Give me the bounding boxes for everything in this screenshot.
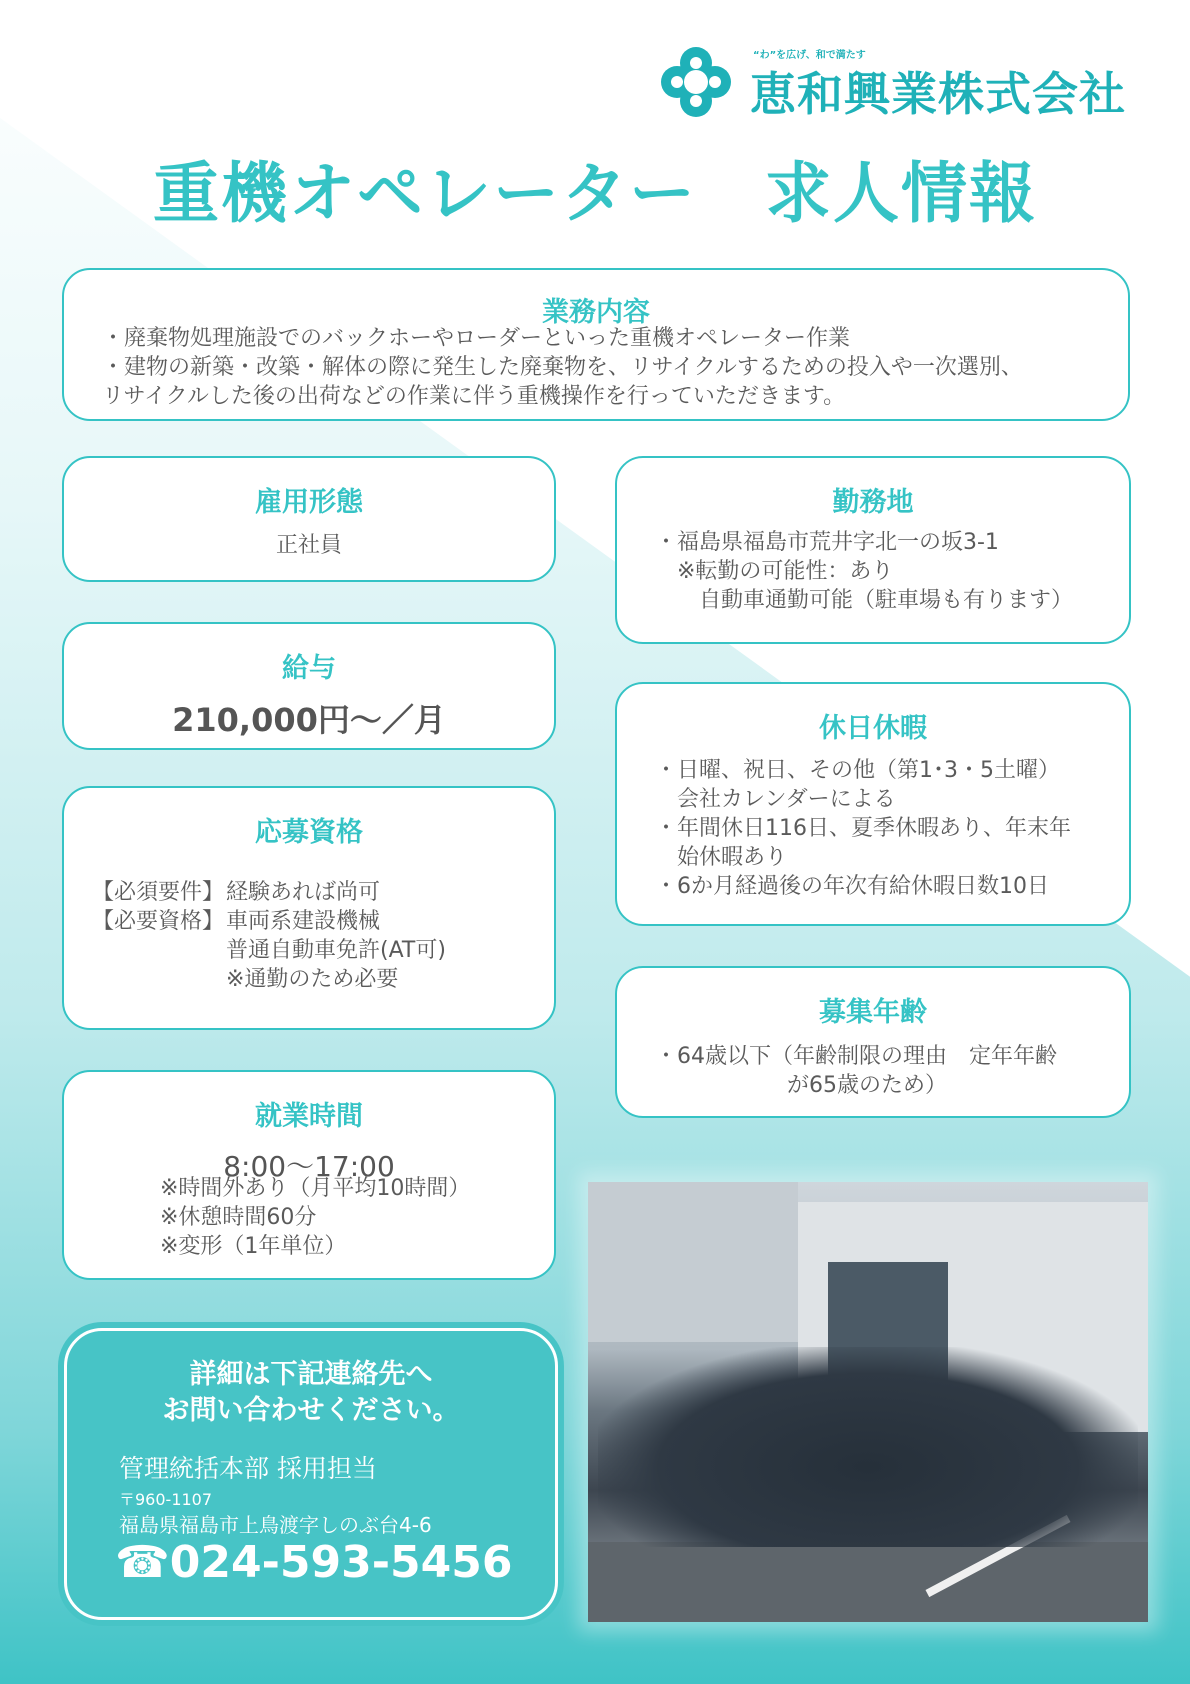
- age-requirement-line: が65歳のため）: [655, 1073, 947, 1098]
- holidays-line: ・日曜、祝日、その他（第1･3・5土曜）: [655, 758, 1060, 783]
- holidays-card: [615, 682, 1131, 926]
- work-location-line: 自動車通勤可能（駐車場も有ります）: [655, 588, 1074, 613]
- working-hours-value: 8:00～17:00: [223, 1150, 395, 1183]
- employment-type-card: [62, 456, 556, 582]
- working-hours-notes: [160, 1174, 470, 1261]
- holidays-line: ・年間休日116日、夏季休暇あり、年末年: [655, 816, 1071, 841]
- photo-road: [588, 1542, 1148, 1622]
- work-location-heading: 勤務地: [832, 487, 914, 518]
- qualification-value: 車両系建設機械: [226, 909, 381, 934]
- working-hours-card: [62, 1070, 556, 1280]
- working-hours-heading: 就業時間: [255, 1101, 363, 1132]
- age-requirement-card: [615, 966, 1131, 1118]
- qualification-key: [92, 936, 226, 965]
- job-description-line: ・建物の新築・改築・解体の際に発生した廃棄物を、リサイクルするための投入や一次選別、: [102, 355, 1023, 380]
- work-location-line: ※転勤の可能性：あり: [655, 559, 894, 584]
- photo-building-left: [588, 1182, 798, 1342]
- job-description-card: [62, 268, 1130, 421]
- qualification-row: [92, 878, 446, 907]
- page-title: 重機オペレーター 求人情報: [153, 155, 1037, 232]
- employment-type-heading: 雇用形態: [255, 487, 363, 518]
- qualification-key: 【必要資格】: [92, 909, 225, 934]
- qualifications-list: [92, 878, 446, 994]
- job-description-text: [102, 324, 1023, 411]
- contact-lead-line: お問い合わせください。: [162, 1395, 460, 1426]
- qualifications-heading: 応募資格: [255, 817, 363, 848]
- working-hours-note: ※時間外あり（月平均10時間）: [160, 1176, 471, 1201]
- holidays-line: 会社カレンダーによる: [655, 787, 896, 812]
- working-hours-note: ※変形（1年単位）: [160, 1234, 347, 1259]
- salary-heading: 給与: [282, 653, 336, 684]
- working-hours-note: ※休憩時間60分: [160, 1205, 317, 1230]
- qualification-row: [92, 965, 446, 994]
- qualification-value: 経験あれば尚可: [226, 880, 381, 905]
- qualification-row: [92, 936, 446, 965]
- group-photo-image: [588, 1182, 1148, 1622]
- work-location-line: ・福島県福島市荒井字北一の坂3-1: [655, 530, 999, 555]
- company-logo-mark-icon: [658, 44, 734, 120]
- job-description-line: リサイクルした後の出荷などの作業に伴う重機操作を行っていただきます。: [102, 384, 846, 409]
- contact-zip: 〒960-1107: [119, 1490, 213, 1509]
- company-tagline: “わ”を広げ、和で満たす: [753, 50, 866, 61]
- age-requirement-heading: 募集年齢: [819, 997, 927, 1028]
- qualifications-card: [62, 786, 556, 1030]
- contact-address: 福島県福島市上鳥渡字しのぶ台4-6: [119, 1513, 432, 1537]
- contact-card: [64, 1328, 558, 1620]
- company-name: 恵和興業株式会社: [750, 67, 1126, 121]
- job-description-line: ・廃棄物処理施設でのバックホーやローダーといった重機オペレーター作業: [102, 326, 851, 351]
- contact-lead: [67, 1357, 555, 1429]
- contact-lead-line: 詳細は下記連絡先へ: [189, 1359, 433, 1390]
- holidays-heading: 休日休暇: [819, 713, 927, 744]
- qualification-key: [92, 965, 226, 994]
- holidays-line: 始休暇あり: [655, 845, 788, 870]
- age-requirement-line: ・64歳以下（年齢制限の理由 定年年齢: [655, 1044, 1057, 1069]
- qualification-row: [92, 907, 446, 936]
- work-location-text: [655, 528, 1073, 615]
- age-requirement-text: [655, 1042, 1057, 1100]
- qualification-value: 普通自動車免許(AT可): [226, 938, 446, 963]
- qualification-key: 【必須要件】: [92, 880, 225, 905]
- photo-crowd: [598, 1347, 1138, 1547]
- holidays-line: ・6か月経過後の年次有給休暇日数10日: [655, 874, 1049, 899]
- contact-department: 管理統括本部 採用担当: [119, 1454, 377, 1483]
- job-description-heading: 業務内容: [542, 297, 650, 328]
- work-location-card: [615, 456, 1131, 644]
- contact-phone[interactable]: ☎024-593-5456: [115, 1537, 513, 1588]
- qualification-value: ※通勤のため必要: [226, 967, 399, 992]
- employment-type-value: 正社員: [275, 533, 342, 558]
- company-logo: [658, 40, 1148, 120]
- salary-value: 210,000円～／月: [172, 701, 446, 739]
- holidays-text: [655, 756, 1071, 901]
- salary-card: [62, 622, 556, 750]
